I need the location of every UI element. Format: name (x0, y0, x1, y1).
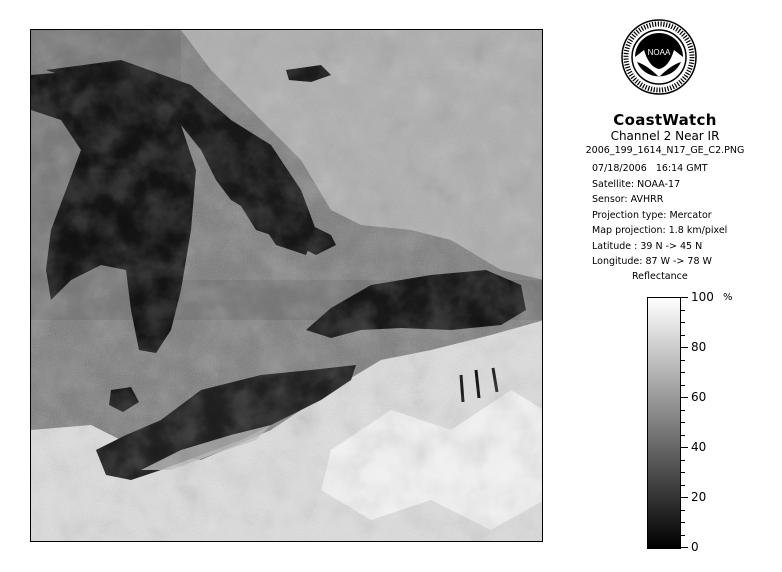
colorbar-tick (681, 485, 685, 486)
colorbar-tick (681, 535, 685, 536)
reflectance-colorbar (647, 297, 681, 549)
longitude-line: Longitude: 87 W -> 78 W (592, 256, 712, 267)
colorbar-tick (681, 510, 685, 511)
colorbar-ticks (681, 290, 741, 554)
colorbar-tick (681, 522, 685, 523)
colorbar-tick (681, 410, 685, 411)
legend-title: Reflectance (632, 271, 688, 282)
projection-type-line: Projection type: Mercator (592, 209, 712, 221)
metadata-block (592, 161, 727, 270)
colorbar-tick-label: 0 (691, 540, 699, 554)
colorbar-tick (681, 435, 685, 436)
image-filename: 2006_199_1614_N17_GE_C2.PNG (585, 145, 745, 156)
colorbar-tick (681, 472, 685, 473)
noaa-logo (619, 17, 699, 112)
colorbar-tick (681, 497, 688, 498)
colorbar-tick-label: 100 (691, 290, 714, 304)
colorbar-tick-label: 80 (691, 340, 707, 354)
colorbar-tick (681, 385, 685, 386)
acquisition-date: 07/18/2006 (592, 163, 647, 174)
datetime-line (592, 161, 727, 177)
page-title: CoastWatch (613, 111, 717, 129)
colorbar-tick (681, 347, 688, 348)
sensor-line: Sensor: AVHRR (592, 194, 664, 205)
acquisition-time: 16:14 GMT (655, 163, 708, 174)
colorbar-tick-label: 20 (691, 490, 707, 504)
colorbar-tick (681, 460, 685, 461)
colorbar-tick-label: 60 (691, 390, 707, 404)
latitude-line: Latitude : 39 N -> 45 N (592, 240, 703, 252)
colorbar-tick-label: 40 (691, 440, 707, 454)
colorbar-tick (681, 422, 685, 423)
satellite-line: Satellite: NOAA-17 (592, 178, 681, 190)
channel-subtitle: Channel 2 Near IR (610, 129, 720, 143)
map-projection-line: Map projection: 1.8 km/pixel (592, 225, 728, 236)
colorbar-tick (681, 360, 685, 361)
colorbar-tick (681, 297, 688, 298)
colorbar-tick (681, 310, 685, 311)
legend-unit: % (723, 292, 733, 303)
header-panel (560, 112, 770, 157)
noaa-logo-text: NOAA (647, 48, 671, 57)
noaa-seal-icon (619, 17, 699, 112)
satellite-image (30, 29, 543, 542)
colorbar-tick (681, 335, 685, 336)
satellite-image-drawing (31, 30, 543, 542)
colorbar-tick (681, 372, 685, 373)
colorbar-tick (681, 547, 688, 548)
colorbar-tick (681, 397, 688, 398)
colorbar-tick (681, 447, 688, 448)
colorbar-tick (681, 322, 685, 323)
